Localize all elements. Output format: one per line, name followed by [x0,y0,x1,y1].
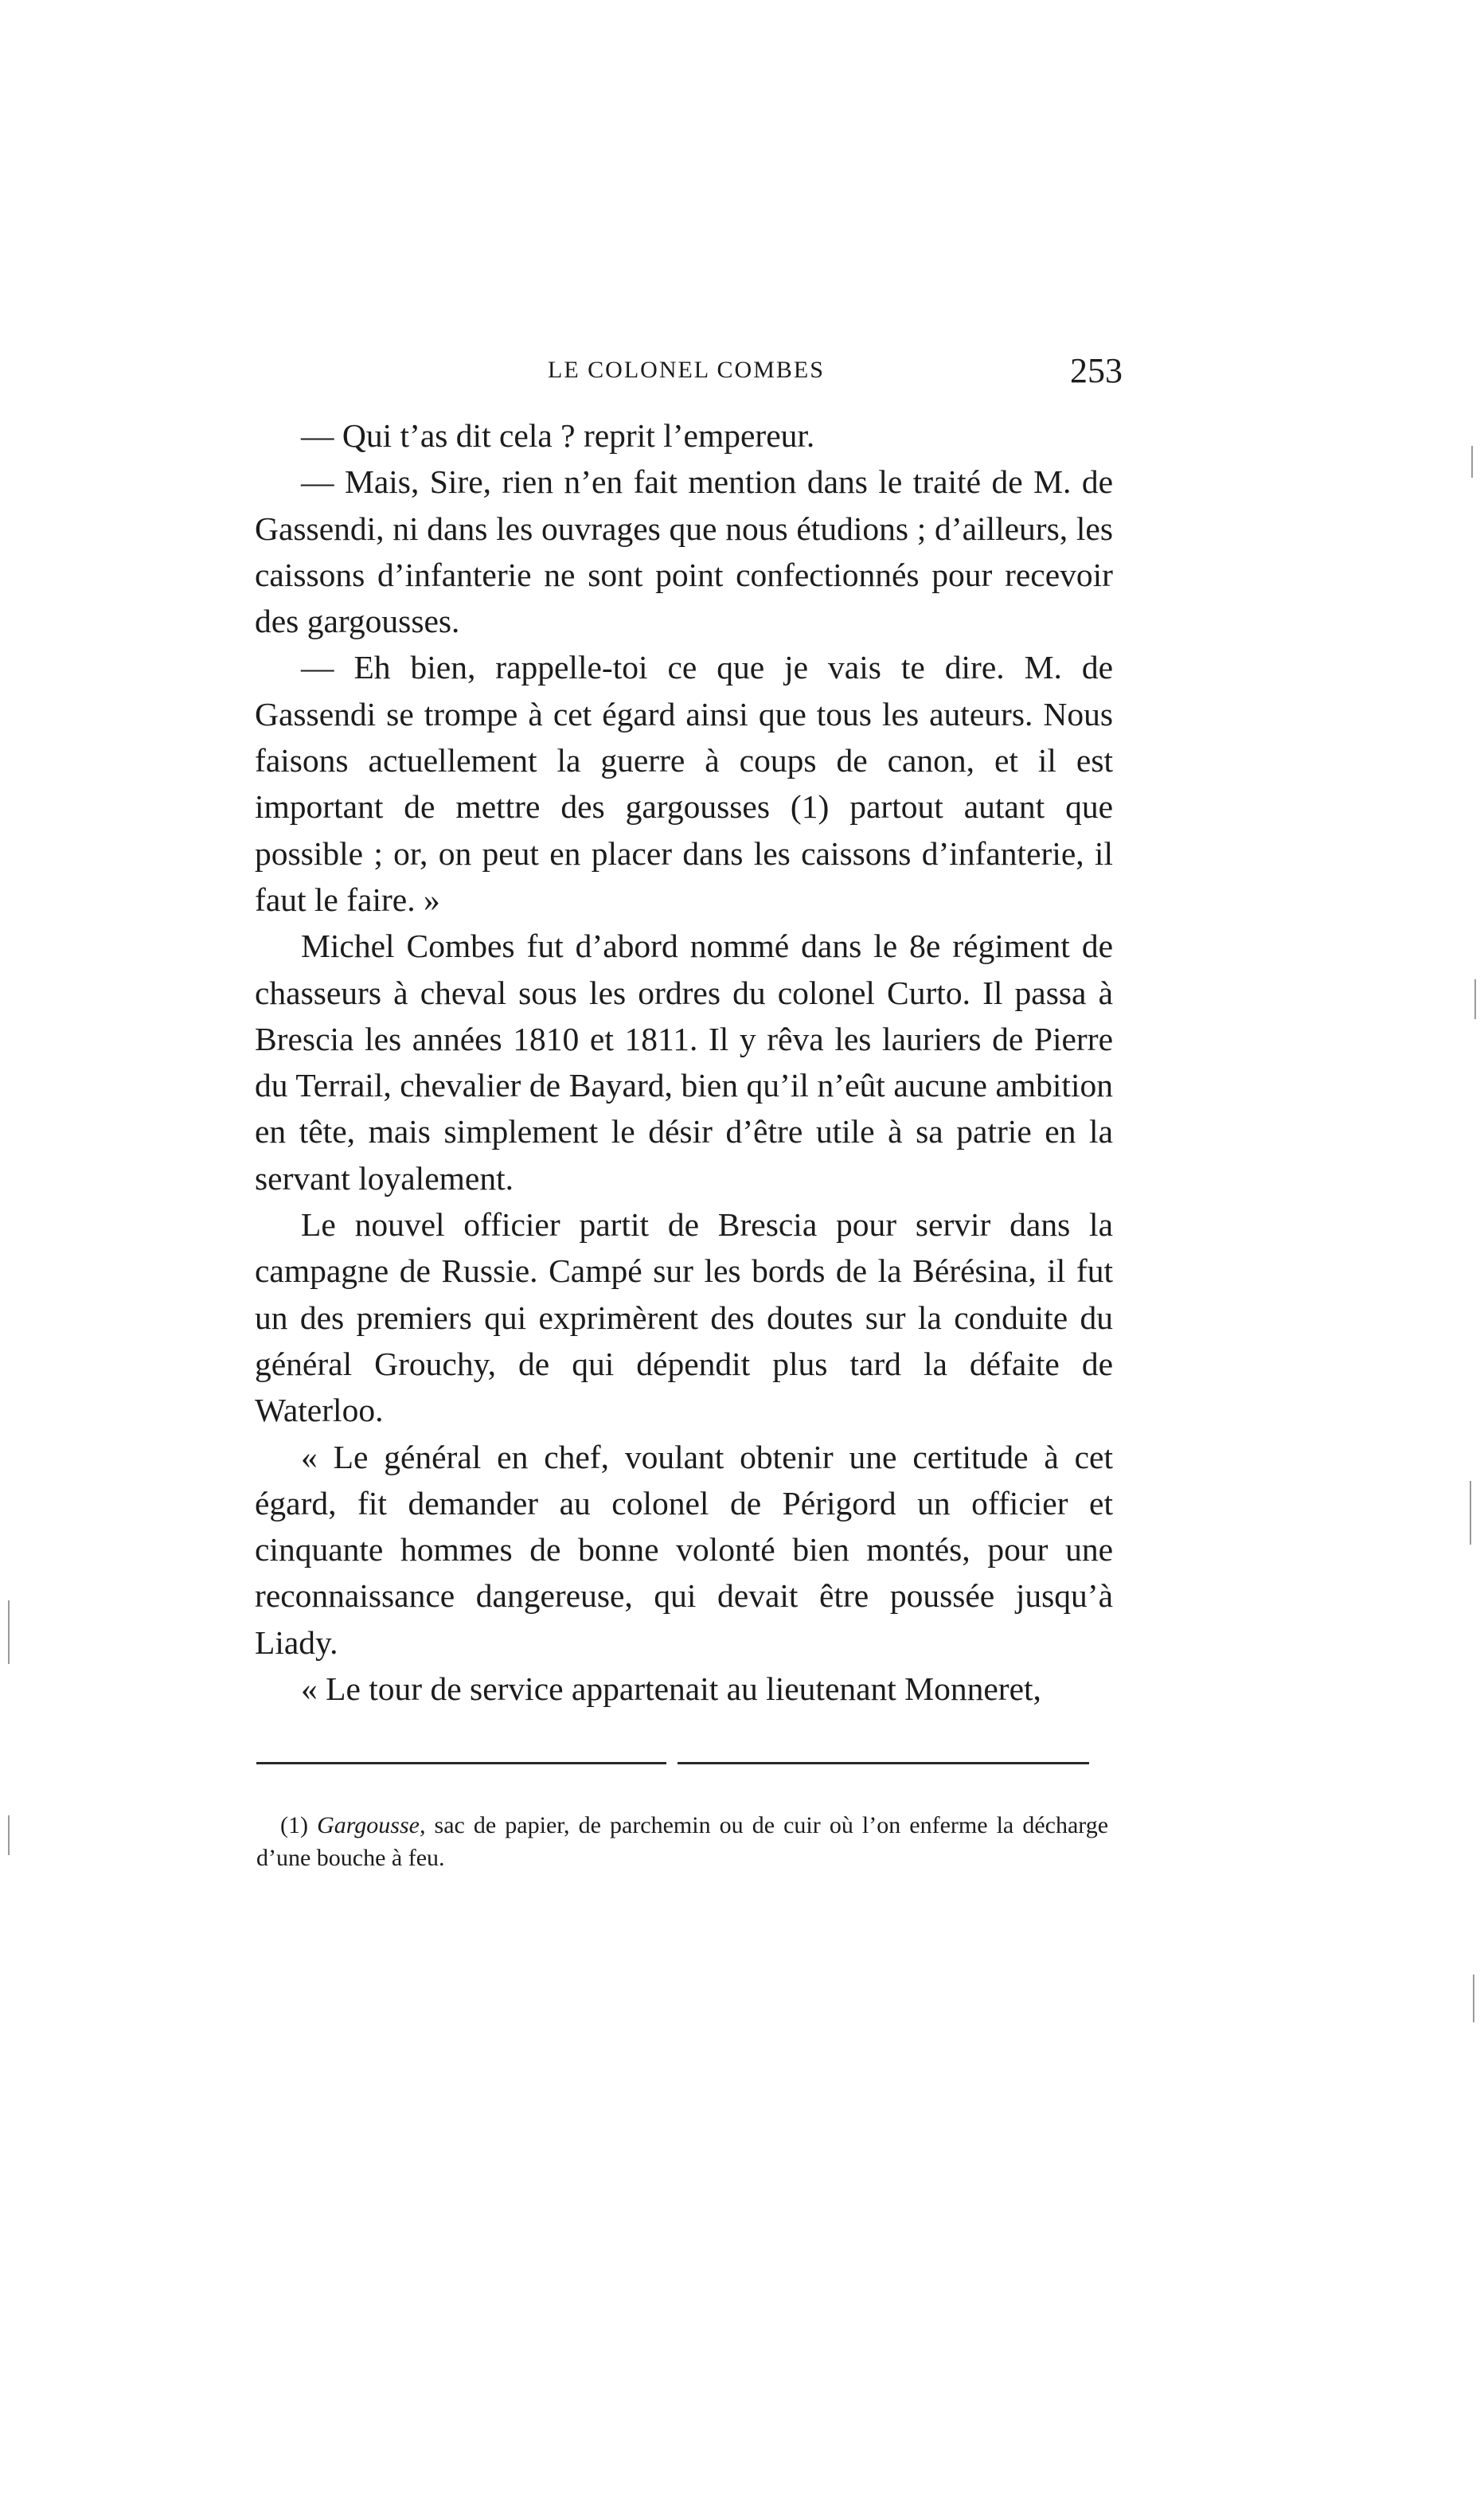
paragraph-michel-combes: Michel Combes fut d’abord nommé dans le 8e régiment de chasseurs à cheval sous les ordres du colonel Curto. Il passa à Brescia les années 1810 et 1811. Il y rêva les lauriers de Pierre du Terrail, chevalier de Bayard, bien qu’il n’eût aucune ambition en tête, mais simplement le désir d’être utile à sa patrie en la servant loyalement. [255,928,1113,1197]
body-text [255,412,1113,1712]
page-number: 253 [1070,351,1123,390]
paragraph-tour-de-service: « Le tour de service appartenait au lieutenant Monneret, [301,1670,1041,1708]
paragraph-dialogue-2: — Mais, Sire, rien n’en fait mention dans le traité de M. de Gassendi, ni dans les ouvrages que nous étudions ; d’ailleurs, les caissons d’infanterie ne sont point confectionnés pour recevoir des gargousses. [255,463,1113,640]
footnote-rule [256,1762,1089,1764]
paragraph-dialogue-1: — Qui t’as dit cela ? reprit l’empereur. [301,417,815,454]
paragraph-dialogue-3: — Eh bien, rappelle-toi ce que je vais te dire. M. de Gassendi se trompe à cet égard ainsi que tous les auteurs. Nous faisons actuellement la guerre à coups de canon, et il est important de mettre des gargousses (1) partout autant que possible ; or, on peut en placer dans les caissons d’infanterie, il faut le faire. » [255,649,1113,918]
paragraph-general-en-chef: « Le général en chef, voulant obtenir une certitude à cet égard, fit demander au colonel de Périgord un officier et cinquante hommes de bonne volonté bien montés, pour une reconnaissance dangereuse, qui devait être poussée jusqu’à Liady. [255,1438,1113,1661]
footnote [256,1809,1108,1874]
footnote-text: sac de papier, de parchemin ou de cuir où l’on enferme la décharge d’une bouche à feu. [256,1812,1109,1871]
footnote-term: Gargousse, [317,1812,426,1838]
footnote-marker: (1) [280,1812,308,1838]
running-title: LE COLONEL COMBES [548,357,825,383]
running-head [255,350,1123,398]
paragraph-campaign-russia: Le nouvel officier partit de Brescia pour servir dans la campagne de Russie. Campé sur les bords de la Bérésina, il fut un des premiers qui exprimèrent des doutes sur la conduite du général Grouchy, de qui dépendit plus tard la défaite de Waterloo. [255,1206,1113,1429]
